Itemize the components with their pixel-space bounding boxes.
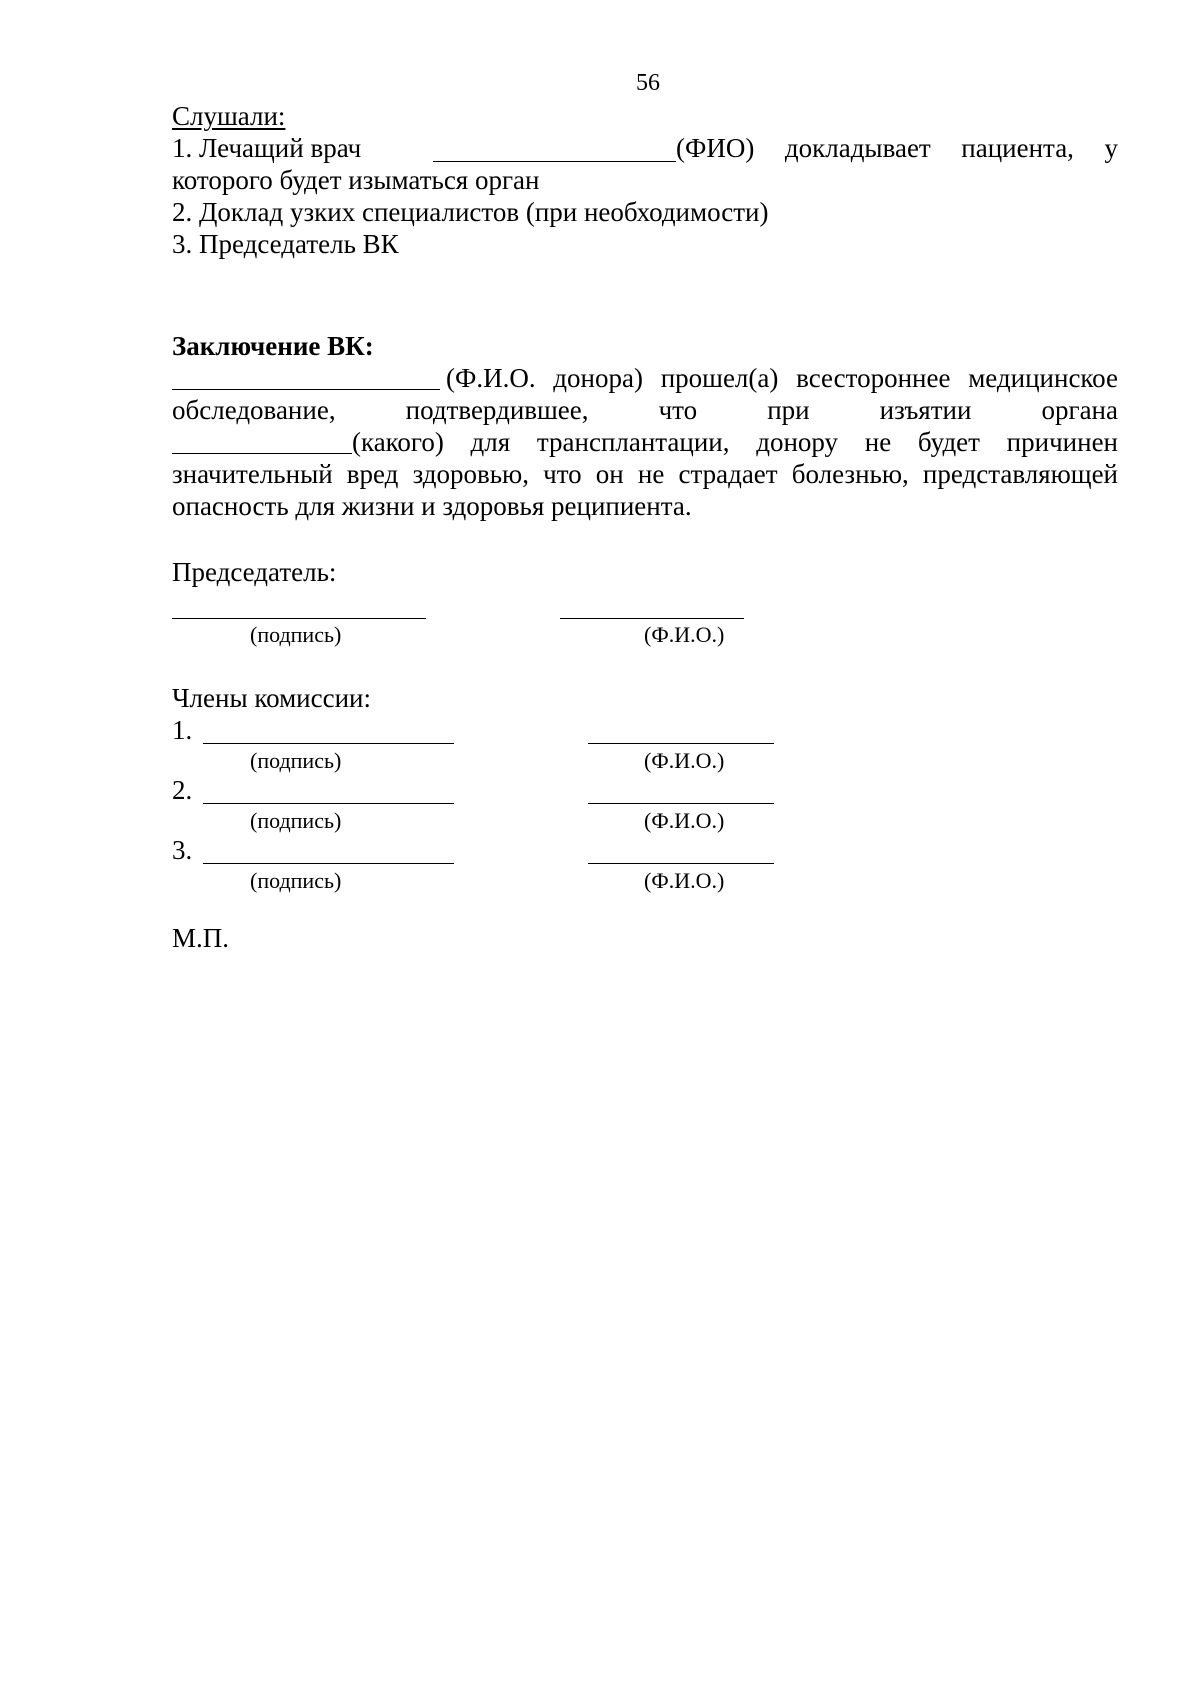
conclusion-line-4: значительный вред здоровью, что он не страдает болезнью, представляющей [172,459,1118,489]
organ-blank [172,453,352,454]
members-label: Члены комиссии: [172,683,371,713]
member-name-caption: (Ф.И.О.) [644,748,725,773]
member-signature-line [203,863,454,864]
member-signature-caption: (подпись) [250,748,342,773]
member-signature-line [203,803,454,804]
conclusion-line-2: обследование, подтвердившее, что при изъятии органа [172,395,1118,425]
heard-heading: Слушали: [172,101,286,131]
heard-item-1-start: 1. Лечащий врач [172,133,362,163]
member-name-caption: (Ф.И.О.) [644,868,725,893]
chairman-name-caption: (Ф.И.О.) [644,622,725,647]
heard-item-1-continuation: которого будет изыматься орган [172,165,540,195]
conclusion-line-3: (какого) для трансплантации, донору не будет причинен [352,427,1118,457]
chairman-signature-caption: (подпись) [250,622,342,647]
member-name-caption: (Ф.И.О.) [644,808,725,833]
member-number: 2. [172,775,193,805]
chairman-name-line [560,618,744,619]
member-signature-caption: (подпись) [250,808,342,833]
conclusion-line-5: опасность для жизни и здоровья реципиента. [172,491,692,521]
conclusion-heading: Заключение ВК: [172,331,374,361]
heard-item-1-end: (ФИО) докладывает пациента, у [676,133,1118,163]
donor-name-blank [172,389,440,390]
chairman-signature-line [172,618,426,619]
page-number: 56 [636,70,660,96]
member-signature-line [203,743,454,744]
conclusion-line-1: (Ф.И.О. донора) прошел(а) всестороннее медицинское [446,363,1118,393]
doctor-name-blank [433,161,676,162]
heard-item-2: 2. Доклад узких специалистов (при необходимости) [172,197,769,227]
member-number: 3. [172,835,193,865]
stamp-place: М.П. [172,923,230,953]
chairman-label: Председатель: [172,557,337,587]
member-name-line [588,863,774,864]
heard-item-3: 3. Председатель ВК [172,229,399,259]
member-name-line [588,743,774,744]
member-signature-caption: (подпись) [250,868,342,893]
member-number: 1. [172,715,193,745]
member-name-line [588,803,774,804]
